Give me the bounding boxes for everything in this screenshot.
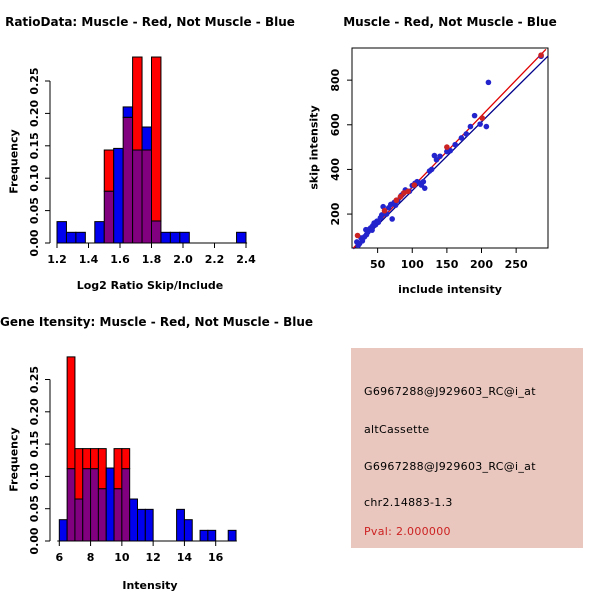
svg-text:250: 250 xyxy=(504,258,528,271)
svg-text:0.00: 0.00 xyxy=(28,229,41,257)
svg-text:1.6: 1.6 xyxy=(110,253,130,266)
ratio-histogram-ylabel: Frequency xyxy=(7,129,21,194)
scatter-title: Muscle - Red, Not Muscle - Blue xyxy=(343,15,557,29)
svg-text:8: 8 xyxy=(86,551,95,564)
svg-text:0.15: 0.15 xyxy=(28,132,41,160)
svg-text:200: 200 xyxy=(329,202,342,226)
svg-text:50: 50 xyxy=(369,258,386,271)
scatter-ylabel: skip intensity xyxy=(307,105,321,190)
probe-id-text: G6967288@J929603_RC@i_at xyxy=(364,385,536,398)
svg-text:100: 100 xyxy=(400,258,424,271)
svg-text:1.2: 1.2 xyxy=(47,253,67,266)
gene-histogram-panel xyxy=(0,300,314,600)
gene-info-box xyxy=(351,348,583,548)
svg-text:10: 10 xyxy=(114,551,130,564)
ratio-histogram-panel xyxy=(0,0,300,300)
svg-text:150: 150 xyxy=(435,258,459,271)
svg-text:0.10: 0.10 xyxy=(28,462,41,490)
svg-text:16: 16 xyxy=(208,551,224,564)
svg-text:0.20: 0.20 xyxy=(28,99,41,127)
svg-text:2.0: 2.0 xyxy=(173,253,193,266)
scatter-panel xyxy=(300,0,600,300)
gene-histogram xyxy=(0,300,314,600)
pval-text: Pval: 2.000000 xyxy=(364,525,451,538)
gene-histogram-xlabel: Intensity xyxy=(122,579,178,592)
gene-histogram-ylabel: Frequency xyxy=(7,427,21,492)
ratio-histogram xyxy=(0,0,300,300)
svg-text:200: 200 xyxy=(470,258,493,271)
svg-text:600: 600 xyxy=(329,113,342,137)
splice-type-text: altCassette xyxy=(364,423,430,436)
svg-text:12: 12 xyxy=(145,551,161,564)
svg-text:14: 14 xyxy=(176,551,193,564)
svg-text:1.8: 1.8 xyxy=(141,253,162,266)
svg-text:6: 6 xyxy=(55,551,64,564)
ratio-histogram-title: RatioData: Muscle - Red, Not Muscle - Blue xyxy=(5,15,295,29)
svg-text:0.15: 0.15 xyxy=(28,430,41,458)
gene-id-text: G6967288@J929603_RC@i_at xyxy=(364,460,536,473)
svg-text:1.4: 1.4 xyxy=(78,253,99,266)
svg-text:0.25: 0.25 xyxy=(28,67,41,95)
svg-text:0.05: 0.05 xyxy=(28,197,41,225)
gene-info-panel xyxy=(300,300,600,600)
svg-text:0.00: 0.00 xyxy=(28,527,41,555)
chromosome-text: chr2.14883-1.3 xyxy=(364,496,453,509)
ratio-histogram-xlabel: Log2 Ratio Skip/Include xyxy=(76,279,224,292)
svg-text:0.10: 0.10 xyxy=(28,164,41,192)
svg-text:0.25: 0.25 xyxy=(28,365,41,394)
svg-text:2.4: 2.4 xyxy=(236,253,256,266)
svg-text:0.05: 0.05 xyxy=(28,495,41,523)
svg-text:400: 400 xyxy=(329,157,342,181)
svg-text:0.20: 0.20 xyxy=(28,398,41,426)
intensity-scatter-plot xyxy=(300,0,600,300)
scatter-xlabel: include intensity xyxy=(398,283,502,296)
svg-text:800: 800 xyxy=(329,68,342,92)
gene-histogram-title: Gene Itensity: Muscle - Red, Not Muscle - Blue xyxy=(0,315,314,329)
svg-text:2.2: 2.2 xyxy=(204,253,225,266)
